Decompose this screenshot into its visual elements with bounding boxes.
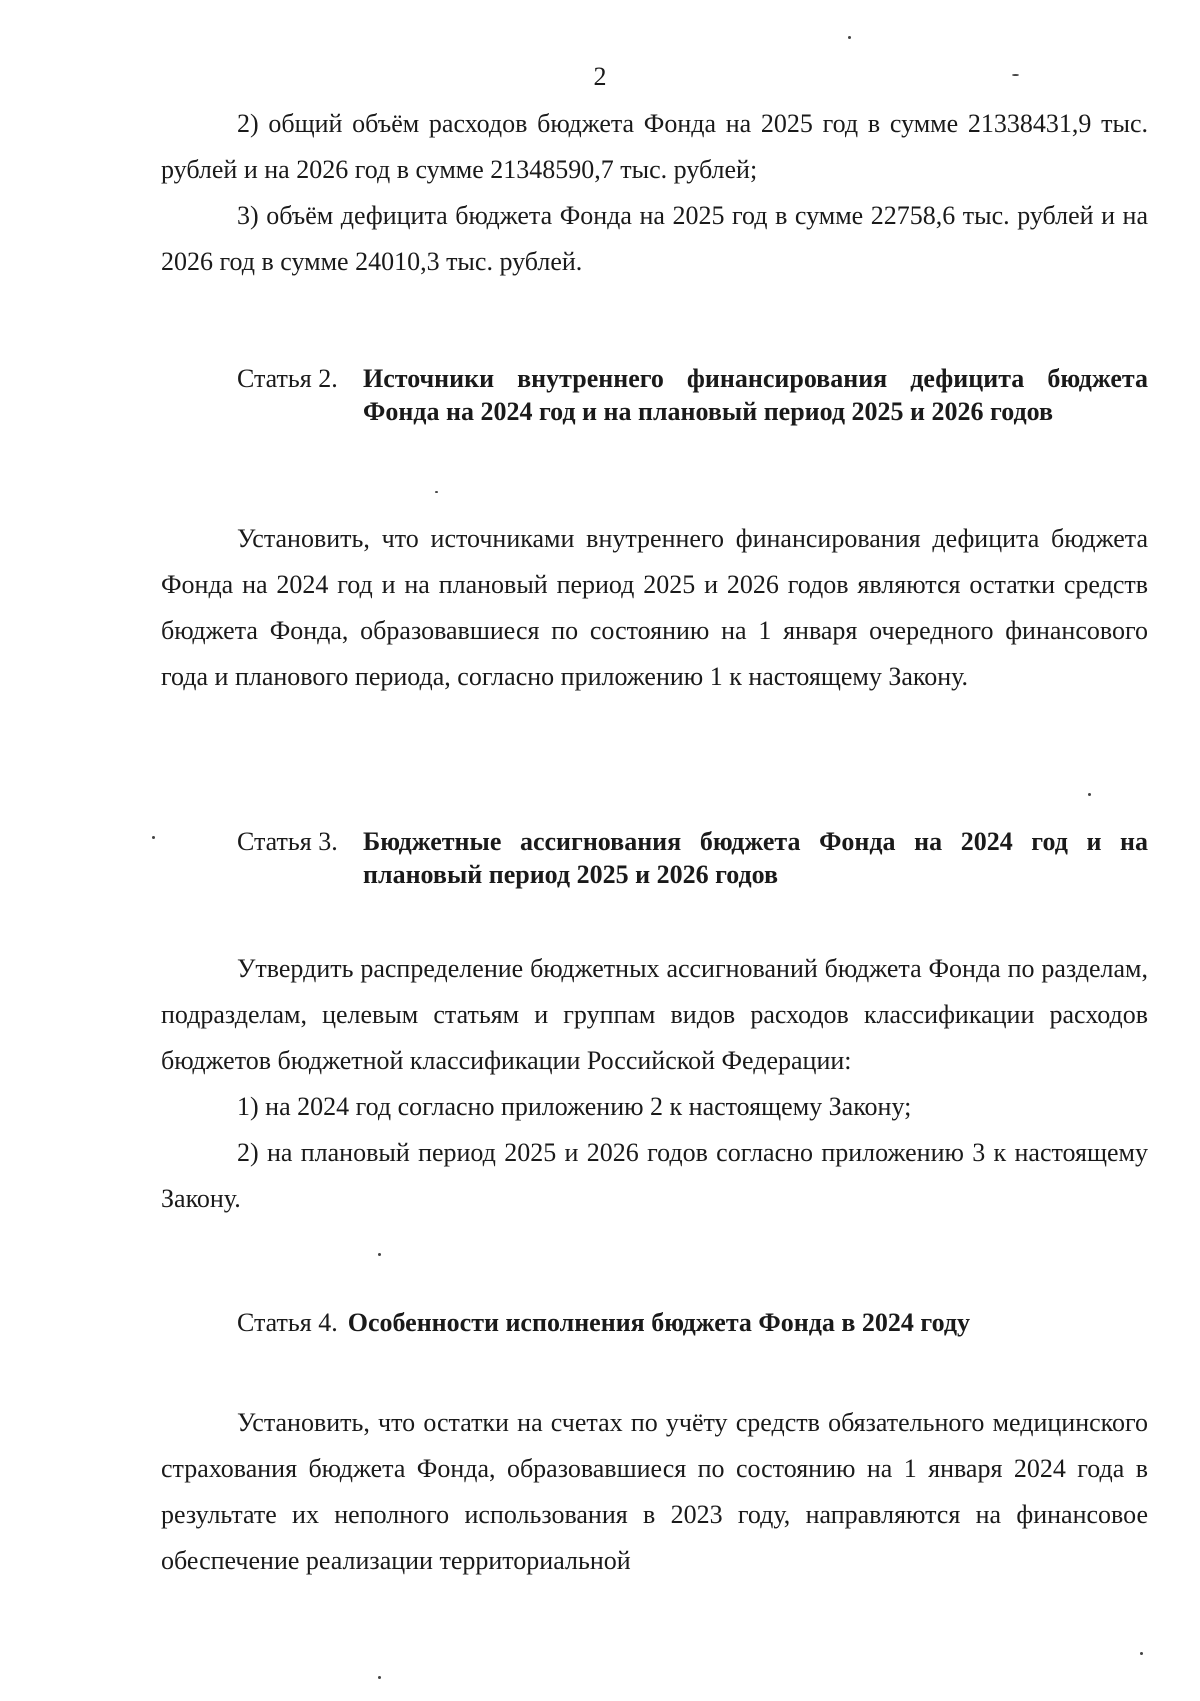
list-item-2: 2) общий объём расходов бюджета Фонда на 2025 год в сумме 21338431,9 тыс. рублей и на 2026 год в сумме 21348590,7 тыс. рублей; — [161, 109, 1148, 184]
top-items — [161, 101, 1148, 285]
article-title: Бюджетные ассигнования бюджета Фонда на 2024 год и на плановый период 2025 и 2026 годов — [363, 827, 1148, 889]
article-2-body — [161, 516, 1148, 700]
article-label: Статья 2. — [237, 364, 338, 393]
page-number: 2 — [593, 62, 607, 91]
article-title: Особенности исполнения бюджета Фонда в 2024 году — [347, 1308, 970, 1337]
article-4-heading-block — [161, 1306, 1148, 1339]
article-label: Статья 4. — [237, 1308, 338, 1337]
article-4-body — [161, 1400, 1148, 1584]
scan-speck — [1012, 74, 1019, 76]
article-paragraph: Установить, что остатки на счетах по учёту средств обязательного медицинского страхования бюджета Фонда, образовавшиеся по состоянию на 1 января 2024 года в результате их неполного использования в 2023 году, направляются на финансовое обеспечение реализации территориальной — [161, 1408, 1148, 1575]
list-item-3: 3) объём дефицита бюджета Фонда на 2025 год в сумме 22758,6 тыс. рублей и на 2026 год в сумме 24010,3 тыс. рублей. — [161, 201, 1148, 276]
article-3-heading-block — [161, 825, 1148, 891]
article-list-item: 1) на 2024 год согласно приложению 2 к настоящему Закону; — [237, 1092, 912, 1121]
article-list-item: 2) на плановый период 2025 и 2026 годов согласно приложению 3 к настоящему Закону. — [161, 1138, 1148, 1213]
article-label: Статья 3. — [237, 827, 338, 856]
scan-speck — [435, 491, 438, 493]
article-paragraph: Установить, что источниками внутреннего финансирования дефицита бюджета Фонда на 2024 год и на плановый период 2025 и 2026 годов являются остатки средств бюджета Фонда, образовавшиеся по состоянию на 1 января очередного финансового года и планового периода, согласно приложению 1 к настоящему Закону. — [161, 524, 1148, 691]
scan-speck — [848, 36, 851, 39]
article-2-heading-block — [161, 362, 1148, 428]
scan-speck — [378, 1676, 381, 1679]
article-title: Источники внутреннего финансирования дефицита бюджета Фонда на 2024 год и на плановый период 2025 и 2026 годов — [363, 364, 1148, 426]
article-3-body — [161, 946, 1148, 1222]
article-paragraph: Утвердить распределение бюджетных ассигнований бюджета Фонда по разделам, подразделам, целевым статьям и группам видов расходов классификации расходов бюджетов бюджетной классификации Российской Федерации: — [161, 954, 1148, 1075]
scan-speck — [152, 836, 155, 839]
article-heading — [161, 1306, 1148, 1339]
article-heading — [161, 825, 1148, 891]
scan-speck — [378, 1253, 381, 1256]
scan-speck — [1140, 1652, 1143, 1655]
scan-speck — [1088, 793, 1091, 796]
article-heading — [161, 362, 1148, 428]
